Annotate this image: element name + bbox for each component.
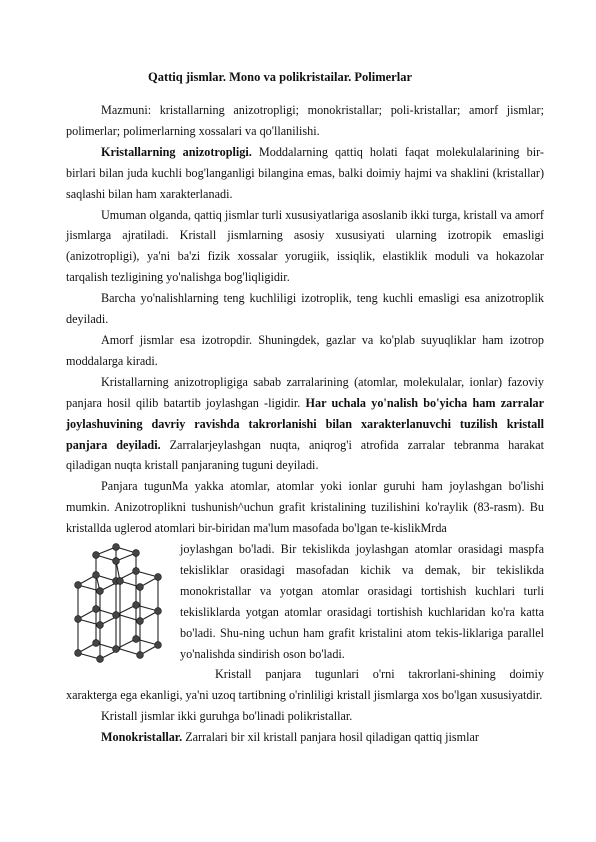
monocrystals-text: Zarralari bir xil kristall panjara hosil qiladigan qattiq jismlar: [182, 730, 479, 745]
graphite-text: joylashgan bo'ladi. Bir tekislikda joylashgan atomlar orasidagi maspfa tekisliklar orasidagi masofadan kichik va demak, bir tekislikda monokristallar va yotgan atomlar orasidagi tortishish kuchlari turli tekisliklarda yotgan atomlar orasidagi tortishish kuchlaridan ko'ra katta bo'ladi. Shu-ning uchun ham grafit kristalini atom tekis-liklariga parallel yo'nalishda sindirish oson bo'ladi.: [180, 542, 544, 661]
lattice-atoms: [75, 544, 162, 663]
paragraph-crystal-lattice: [66, 372, 544, 477]
paragraph-summary: Mazmuni: kristallarning anizotropligi; monokristallar; poli-kristallar; amorf jismlar; polimerlar; polimerlarning xossalari va qo'llanilishi.: [66, 103, 544, 138]
paragraph-isotropy-definition: Barcha yo'nalishlarning teng kuchliligi izotroplik, teng kuchli emasligi esa anizotroplik deyiladi.: [66, 291, 544, 327]
lattice-definition: Har uchala yo'nalish bo'yicha ham zarralar joylashuvining davriy ravishda takrorlanishi bilan xarakterlanuvchi tuzilish kristall panjara deyiladi.: [66, 395, 544, 452]
page-title: Qattiq jismlar. Mono va polikristailar. Polimerlar: [148, 70, 412, 84]
paragraph-crystal-groups: Kristall jismlar ikki guruhga bo'linadi polikristallar.: [101, 709, 353, 724]
paragraph-amorphous: Amorf jismlar esa izotropdir. Shuningdek, gazlar va ko'plab suyuqliklar ham izotrop moddalarga kiradi.: [66, 332, 544, 368]
anisotropy-heading: Kristallarning anizotropligi.: [101, 144, 252, 159]
paragraph-monocrystals: [66, 727, 544, 748]
paragraph-graphite: [66, 539, 544, 664]
lattice-text-b: Zarralarjeylashgan nuqta, aniqrog'i atrofida zarralar tebranma harakat qiladigan nuqta kristall panjaraning tuguni deyiladi.: [66, 437, 544, 473]
paragraph-long-order: Kristall panjara tugunlari o'rni takrorlani-shining doimiy xarakterga ega ekanligi, ya'ni uzoq tartibning o'rinliligi kristall jismlarga xos bo'lgan xususiyatdir.: [66, 667, 544, 703]
paragraph-graphite-intro: Panjara tugunMa yakka atomlar, atomlar yoki ionlar guruhi ham joylashgan bo'lishi mumkin. Anizotroplikni tushunish^uchun grafit kristalining tuzilishini ko'raylik (83-rasm). Bu kristallda uglerod atomlari bir-biridan ma'lum masofada bo'lgan te-kislikMrda: [66, 479, 544, 536]
body-text: [66, 100, 544, 748]
monocrystals-heading: Monokristallar.: [101, 730, 183, 745]
graphite-lattice-figure: [66, 541, 172, 665]
paragraph-solid-types: Umuman olganda, qattiq jismlar turli xususiyatlariga asoslanib ikki turga, kristall va amorf jismlarga ajratiladi. Kristall jismlarning asosiy xususiyati ularning izotropik emasligi (anizotropligi), ya'ni ba'zi fizik xossalar yorugiik, issiqlik, elastiklik moduli va hokazolar tarqalish tezligining yo'nalishga bog'liqligidir.: [66, 207, 544, 285]
lattice-text-a: Kristallarning anizotropligiga sabab zarralarining (atomlar, molekulalar, ionlar) fazoviy panjara hosil qilib batartib joylashgan -ligidir.: [66, 374, 544, 410]
anisotropy-text: Moddalarning qattiq holati faqat molekulalarining bir-birlari bilan juda kuchli bog'langanligi bilangina emas, balki doimiy hajmi va shaklini (kristallar) saqlashi bilan ham xarakterlanadi.: [66, 144, 544, 201]
paragraph-anisotropy: [66, 142, 544, 205]
